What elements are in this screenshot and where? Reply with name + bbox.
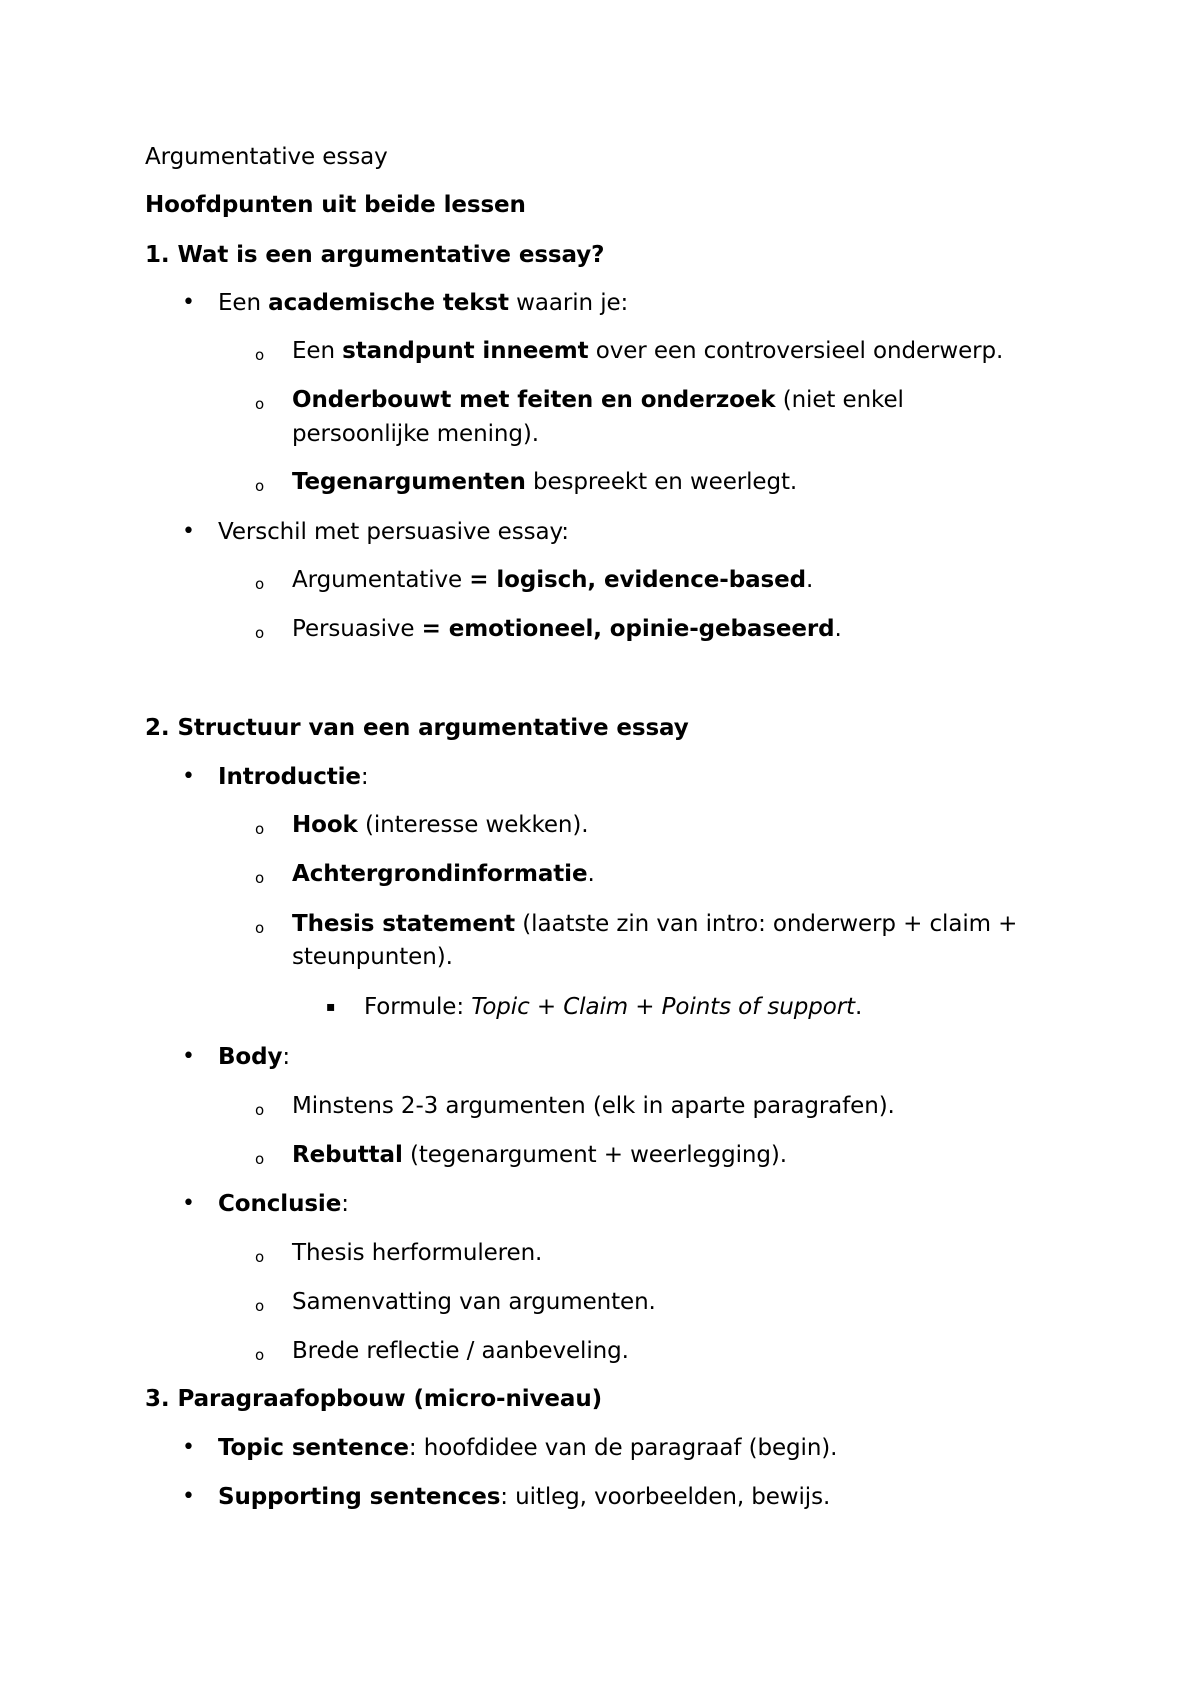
bullet-icon: • xyxy=(182,1435,195,1460)
list-item: Tegenargumenten bespreekt en weerlegt. xyxy=(292,469,798,495)
bullet-icon: • xyxy=(182,519,195,544)
list-item-continuation: persoonlijke mening). xyxy=(292,421,539,447)
circle-bullet-icon: o xyxy=(255,1248,265,1266)
bullet-icon: • xyxy=(182,764,195,789)
section-3-heading: 3. Paragraafopbouw (micro-niveau) xyxy=(145,1386,603,1412)
document-title: Argumentative essay xyxy=(145,144,388,170)
list-item: Rebuttal (tegenargument + weerlegging). xyxy=(292,1142,787,1168)
circle-bullet-icon: o xyxy=(255,1101,265,1119)
list-item: Hook (interesse wekken). xyxy=(292,812,589,838)
list-item: Minstens 2-3 argumenten (elk in aparte paragrafen). xyxy=(292,1093,895,1119)
square-bullet-icon: ▪ xyxy=(326,999,336,1015)
circle-bullet-icon: o xyxy=(255,1297,265,1315)
bullet-icon: • xyxy=(182,1191,195,1216)
circle-bullet-icon: o xyxy=(255,346,265,364)
list-item: Onderbouwt met feiten en onderzoek (niet enkel xyxy=(292,387,904,413)
list-item: Thesis statement (laatste zin van intro: onderwerp + claim + xyxy=(292,911,1018,937)
circle-bullet-icon: o xyxy=(255,869,265,887)
list-item: Conclusie: xyxy=(218,1191,349,1217)
section-2-heading: 2. Structuur van een argumentative essay xyxy=(145,715,689,741)
circle-bullet-icon: o xyxy=(255,820,265,838)
list-item: Formule: Topic + Claim + Points of support. xyxy=(364,994,863,1020)
list-item: Topic sentence: hoofdidee van de paragraaf (begin). xyxy=(218,1435,838,1461)
list-item: Persuasive = emotioneel, opinie-gebaseerd. xyxy=(292,616,842,642)
list-item: Achtergrondinformatie. xyxy=(292,861,595,887)
list-item: Introductie: xyxy=(218,764,369,790)
list-item: Een standpunt inneemt over een controversieel onderwerp. xyxy=(292,338,1004,364)
bullet-icon: • xyxy=(182,1044,195,1069)
circle-bullet-icon: o xyxy=(255,477,265,495)
circle-bullet-icon: o xyxy=(255,919,265,937)
list-item: Thesis herformuleren. xyxy=(292,1240,543,1266)
list-item: Body: xyxy=(218,1044,291,1070)
list-item: Argumentative = logisch, evidence-based. xyxy=(292,567,814,593)
section-1-heading: 1. Wat is een argumentative essay? xyxy=(145,242,605,268)
list-item: Een academische tekst waarin je: xyxy=(218,290,629,316)
circle-bullet-icon: o xyxy=(255,1346,265,1364)
circle-bullet-icon: o xyxy=(255,624,265,642)
list-item-continuation: steunpunten). xyxy=(292,944,453,970)
circle-bullet-icon: o xyxy=(255,1150,265,1168)
circle-bullet-icon: o xyxy=(255,395,265,413)
list-item: Verschil met persuasive essay: xyxy=(218,519,569,545)
list-item: Supporting sentences: uitleg, voorbeelden, bewijs. xyxy=(218,1484,831,1510)
bullet-icon: • xyxy=(182,1484,195,1509)
list-item: Brede reflectie / aanbeveling. xyxy=(292,1338,629,1364)
list-item: Samenvatting van argumenten. xyxy=(292,1289,656,1315)
circle-bullet-icon: o xyxy=(255,575,265,593)
bullet-icon: • xyxy=(182,290,195,315)
document-subtitle: Hoofdpunten uit beide lessen xyxy=(145,192,526,218)
